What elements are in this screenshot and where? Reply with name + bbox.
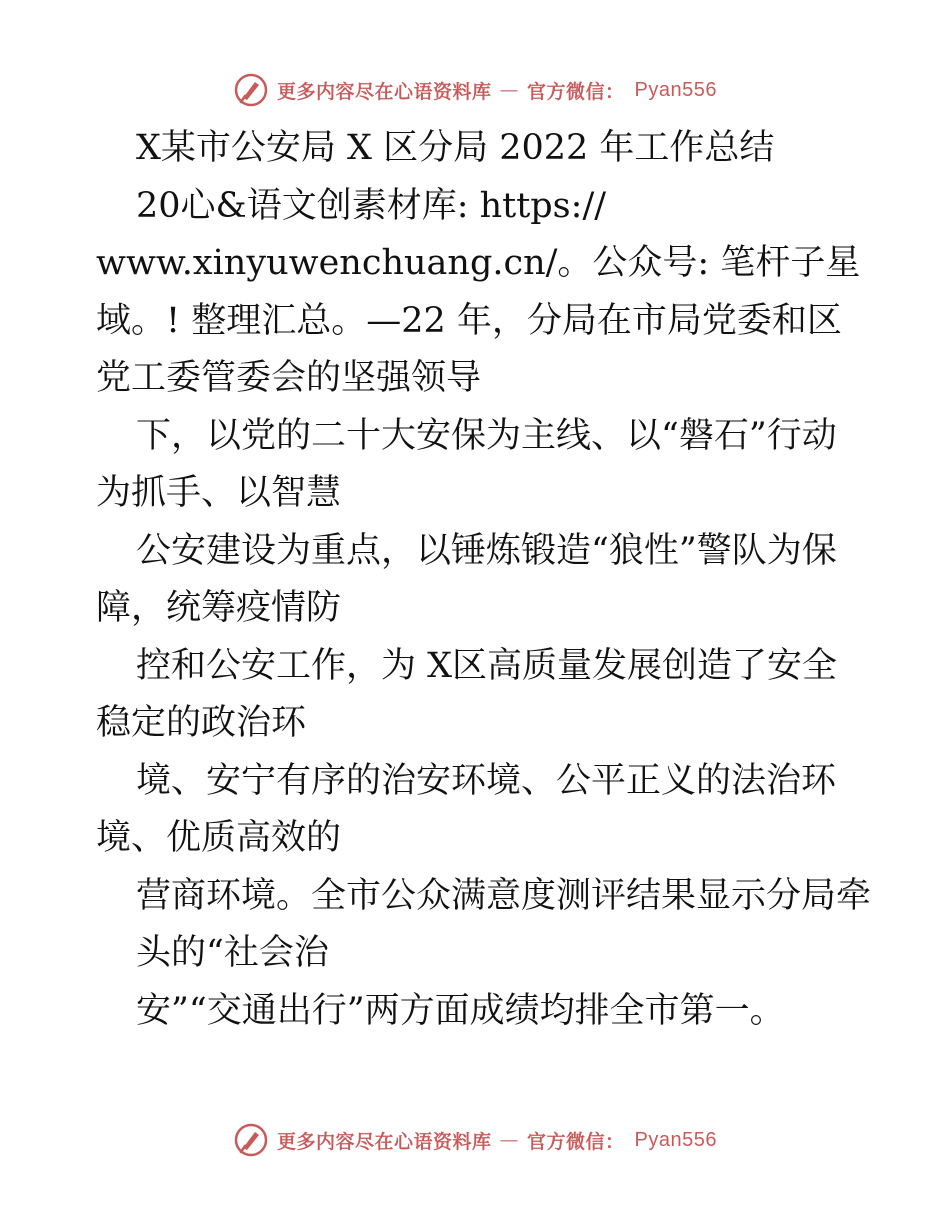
watermark-wechat-id: Pyan556 bbox=[634, 1128, 717, 1151]
document-title: X某市公安局 X 区分局 2022 年工作总结 bbox=[136, 128, 775, 168]
document-line: 下，以党的二十大安保为主线、以“磐石”行动 bbox=[136, 415, 837, 456]
document-line: 境、安宁有序的治安环境、公平正义的法治环 bbox=[136, 760, 837, 801]
document-line: 头的“社会治 bbox=[136, 933, 329, 973]
watermark-separator: — bbox=[499, 79, 520, 101]
document-body bbox=[96, 120, 876, 1040]
watermark-text: 更多内容尽在心语资料库 bbox=[277, 80, 492, 103]
watermark-wechat-label: 官方微信： bbox=[527, 80, 625, 103]
quill-pen-logo-icon bbox=[233, 1122, 269, 1158]
document-line: 20心&语文创素材库: https:// bbox=[136, 185, 607, 226]
document-line: 稳定的政治环 bbox=[96, 703, 307, 743]
watermark-separator: — bbox=[499, 1129, 520, 1151]
document-line: www.xinyuwenchuang.cn/。公众号: 笔杆子星 bbox=[96, 243, 861, 283]
watermark-text: 更多内容尽在心语资料库 bbox=[277, 1130, 492, 1153]
watermark-header bbox=[0, 70, 950, 110]
watermark-footer bbox=[0, 1120, 950, 1160]
document-line: 公安建设为重点，以锤炼锻造“狼性”警队为保 bbox=[136, 530, 837, 571]
document-line: 党工委管委会的坚强领导 bbox=[96, 358, 482, 398]
document-line: 为抓手、以智慧 bbox=[96, 473, 342, 513]
document-line: 境、优质高效的 bbox=[96, 818, 342, 858]
quill-pen-logo-icon bbox=[233, 72, 269, 108]
watermark-wechat-id: Pyan556 bbox=[634, 78, 717, 101]
document-line: 控和公安工作，为 X区高质量发展创造了安全 bbox=[136, 645, 838, 686]
document-line: 障，统筹疫情防 bbox=[96, 588, 342, 628]
watermark-wechat-label: 官方微信： bbox=[527, 1130, 625, 1153]
document-line: 营商环境。全市公众满意度测评结果显示分局牵 bbox=[136, 875, 872, 916]
document-line: 安”“交通出行”两方面成绩均排全市第一。 bbox=[136, 990, 785, 1031]
document-line: 域。! 整理汇总。—22 年，分局在市局党委和区 bbox=[96, 300, 842, 341]
